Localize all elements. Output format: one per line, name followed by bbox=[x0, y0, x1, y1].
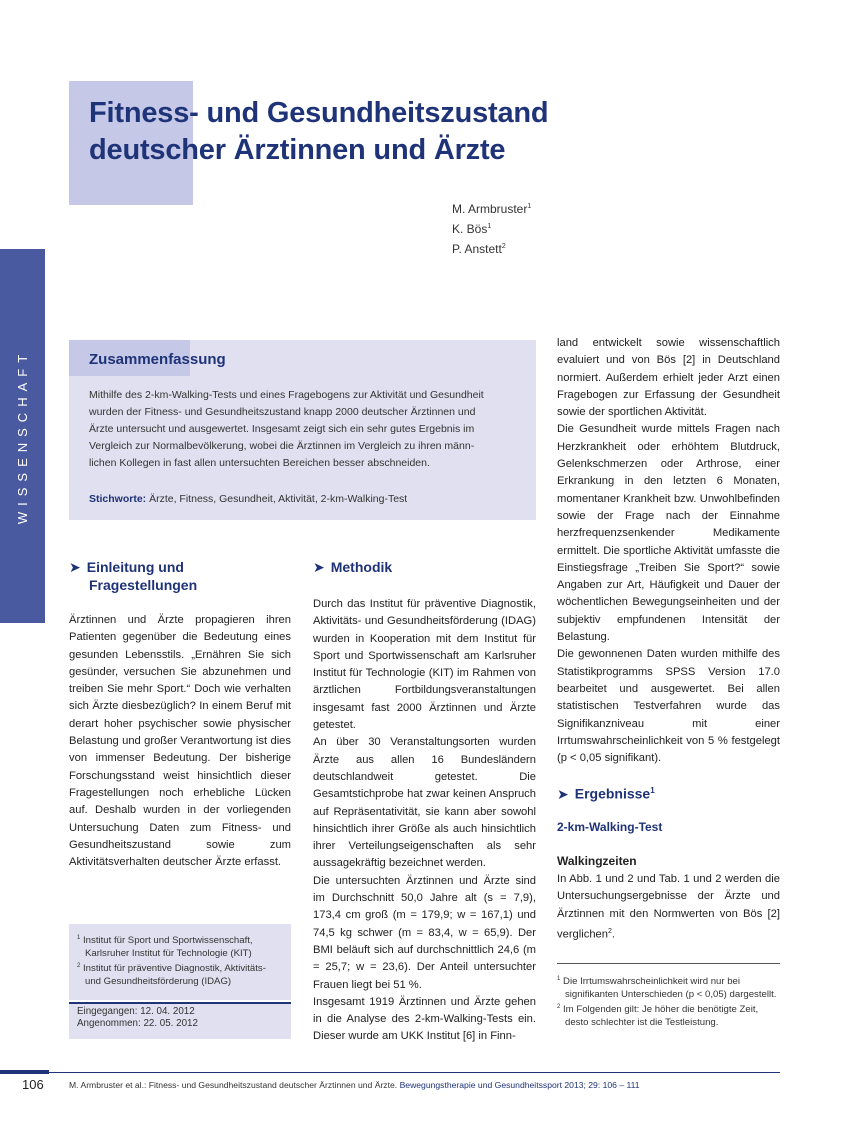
body-column-3 bbox=[557, 335, 780, 767]
heading-text: Fragestellungen bbox=[89, 577, 198, 593]
arrow-icon: ➤ bbox=[69, 559, 81, 575]
keywords-list: Ärzte, Fitness, Gesundheit, Aktivität, 2-km-Walking-Test bbox=[149, 493, 408, 505]
paragraph: Die Gesundheit wurde mittels Fragen nach Herzkrankheit oder erhöhtem Blutdruck, Gelenkschmerzen oder Arthrose, einer Erkrankung in den letzten 6 Monaten, momentaner Krankheit bzw. Unwohlbefinden sowie der Frage nach der Einnahme herzfrequenzsenkender Medikamente ermittelt. Die sportliche Aktivität umfasste die Einstiegsfrage „Treiben Sie Sport?“ sowie Angaben zur Art, Häufigkeit und Dauer der wöchentlichen Bewegungseinheiten und der subjektiv empfundenen Intensität der Belastung. bbox=[557, 423, 780, 644]
paragraph: Durch das Institut für präventive Diagnostik, Aktivitäts- und Gesundheitsförderung (IDAG) wurden in Kooperation mit dem Institut für Sport und Sportwissenschaft am Karlsruher Institut für Technologie (KIT) im Rahmen von ärztlichen Fortbildungsveranstaltungen insgesamt fast 2000 Ärztinnen und Ärzte getestet. bbox=[313, 598, 536, 732]
heading-text: Einleitung und bbox=[86, 559, 184, 575]
arrow-icon: ➤ bbox=[313, 559, 325, 575]
author-name: P. Anstett bbox=[452, 242, 502, 256]
footnote bbox=[557, 973, 780, 1001]
affiliations-box bbox=[69, 924, 291, 1000]
footnote-number: 1 bbox=[557, 976, 561, 982]
subheading-walking-test: 2-km-Walking-Test bbox=[557, 820, 663, 834]
heading-methods bbox=[313, 558, 392, 576]
abstract-line: lichen Kollegen in fast allen untersuchten Bereichen besser abschneiden. bbox=[89, 457, 430, 469]
abstract-line: Vergleich zur Normalbevölkerung, wobei die Ärztinnen im Vergleich zu ihren männ- bbox=[89, 440, 475, 452]
paragraph: Die untersuchten Ärztinnen und Ärzte sind im Durchschnitt 50,0 Jahre alt (s = 7,9), 173,4 cm groß (m = 179,9; w = 167,1) und 74,5 kg schwer (m = 83,4, w = 65,9). Der BMI beläuft sich auf durchschnittlich 24,6 (m = 25,7; w = 23,6). Der Anteil untersuchter Frauen liegt bei 51 %. bbox=[313, 874, 536, 991]
author-affiliation-ref: 1 bbox=[527, 203, 532, 210]
author bbox=[452, 218, 531, 238]
abstract-heading: Zusammenfassung bbox=[89, 351, 226, 368]
article-title-line-1: Fitness- und Gesundheitszustand bbox=[89, 97, 549, 129]
author bbox=[452, 198, 531, 218]
dates-box bbox=[69, 1002, 291, 1039]
affiliation bbox=[77, 932, 283, 960]
heading-results bbox=[557, 782, 655, 803]
paragraph: Insgesamt 1919 Ärztinnen und Ärzte gehen in die Analyse des 2-km-Walking-Tests ein. Dieser wurde am UKK Institut [6] in Finn- bbox=[313, 995, 536, 1043]
paragraph: Ärztinnen und Ärzte propagieren ihren Patienten gegenüber die Bedeutung eines gesunden Lebensstils. „Ernähren Sie sich gesünder, versuchen Sie abzunehmen und treiben Sie mehr Sport.“ Doch wie verhalten sich Ärzte diesbezüglich? In einem Beruf mit derart hoher psychischer sowie physischer Belastung und großer Verantwortung ist dies von immenser Bedeutung. Der bisherige Forschungsstand weist hinsichtlich dieser Fragestellungen noch erhebliche Lücken auf. Deshalb wurden in der vorliegenden Untersuchung Daten zum Fitness- und Gesundheitszustand sowie zum Aktivitätsverhalten deutscher Ärzte erfasst. bbox=[69, 614, 291, 869]
article-title-line-2: deutscher Ärztinnen und Ärzte bbox=[89, 134, 506, 166]
arrow-icon: ➤ bbox=[557, 785, 569, 802]
results-text-end: . bbox=[611, 928, 616, 941]
results-text-body: In Abb. 1 und 2 und Tab. 1 und 2 werden die Untersuchungsergebnisse der Ärzte und Ärztinnen mit den Normwerten von Bös [2] verglichen bbox=[557, 873, 780, 941]
section-label-text: WISSENSCHAFT bbox=[15, 348, 31, 524]
received-date: Eingegangen: 12. 04. 2012 bbox=[77, 1006, 195, 1017]
heading-text: Methodik bbox=[330, 559, 393, 575]
author-affiliation-ref: 2 bbox=[501, 243, 506, 250]
author bbox=[452, 238, 531, 258]
footnote-ref: 2 bbox=[608, 927, 612, 935]
body-column-2 bbox=[313, 596, 536, 1046]
author-name: M. Armbruster bbox=[452, 202, 528, 216]
heading-text: Ergebnisse bbox=[574, 785, 651, 802]
paragraph: land entwickelt sowie wissenschaftlich evaluiert und von Bös [2] in Deutschland normiert. Außerdem erhielt jeder Arzt einen Fragebogen zur Erfassung der Gesundheit sowie der sportlichen Aktivität. bbox=[557, 337, 780, 419]
article-title bbox=[89, 95, 649, 169]
subheading-walking-times: Walkingzeiten bbox=[557, 854, 637, 868]
running-footer bbox=[69, 1080, 640, 1090]
footer-bar bbox=[0, 1070, 49, 1074]
paragraph bbox=[557, 871, 780, 944]
affiliation-text: Institut für präventive Diagnostik, Aktivitäts- und Gesundheitsförderung (IDAG) bbox=[83, 963, 266, 988]
abstract-line: Ärzte untersucht und ausgewertet. Insgesamt zeigt sich ein sehr gutes Ergebnis im bbox=[89, 423, 475, 435]
section-label bbox=[0, 249, 45, 623]
affiliation-text: Institut für Sport und Sportwissenschaft, Karlsruher Institut für Technologie (KIT) bbox=[83, 935, 253, 960]
author-name: K. Bös bbox=[452, 222, 488, 236]
journal-citation: Bewegungstherapie und Gesundheitssport 2013; 29: 106 – 111 bbox=[399, 1080, 640, 1090]
page-number: 106 bbox=[22, 1077, 44, 1092]
abstract-text bbox=[89, 387, 519, 472]
footnote-ref: 1 bbox=[650, 786, 655, 795]
keywords bbox=[89, 491, 519, 508]
footnote-number: 2 bbox=[557, 1004, 561, 1011]
running-head: M. Armbruster et al.: Fitness- und Gesundheitszustand deutscher Ärztinnen und Ärzte. bbox=[69, 1080, 398, 1090]
author-list bbox=[452, 198, 531, 258]
footnote-text: Die Irrtumswahrscheinlichkeit wird nur bei signifikanten Unterschieden (p < 0,05) dargestellt. bbox=[563, 976, 777, 1001]
abstract-line: wurden der Fitness- und Gesundheitszustand knapp 2000 deutscher Ärztinnen und bbox=[89, 406, 476, 418]
paragraph: An über 30 Veranstaltungsorten wurden Ärzte aus allen 16 Bundesländern deutschlandweit getestet. Die Gesamtstichprobe hat zwar keinen Anspruch auf Repräsentativität, sie kann aber sowohl hinsichtlich ihrer Größe als auch hinsichtlich ihrer Verteilungseigenschaften als sehr aussagekräftig bezeichnet werden. bbox=[313, 736, 536, 870]
paragraph: Die gewonnenen Daten wurden mithilfe des Statistikprogramms SPSS Version 17.0 bearbeitet und ausgewertet. Bei allen statistischen Testverfahren wurde das Signifikanzniveau mit einer Irrtumswahrscheinlichkeit von 5 % festgelegt (p < 0,05 signifikant). bbox=[557, 648, 780, 765]
footnotes bbox=[557, 973, 780, 1029]
affiliation-number: 2 bbox=[77, 963, 81, 970]
footnote-text: Im Folgenden gilt: Je höher die benötigte Zeit, desto schlechter ist die Testleistung. bbox=[563, 1004, 759, 1029]
keywords-label: Stichworte: bbox=[89, 493, 147, 505]
affiliation-number: 1 bbox=[77, 935, 81, 941]
footnote bbox=[557, 1001, 780, 1029]
results-text bbox=[557, 871, 780, 944]
footer-rule bbox=[49, 1072, 780, 1073]
abstract-line: Mithilfe des 2-km-Walking-Tests und eines Fragebogens zur Aktivität und Gesundheit bbox=[89, 389, 484, 401]
author-affiliation-ref: 1 bbox=[487, 223, 492, 230]
footnote-rule bbox=[557, 963, 780, 964]
accepted-date: Angenommen: 22. 05. 2012 bbox=[77, 1018, 198, 1029]
body-column-1 bbox=[69, 612, 291, 871]
affiliation bbox=[77, 960, 283, 988]
heading-introduction bbox=[69, 558, 197, 594]
